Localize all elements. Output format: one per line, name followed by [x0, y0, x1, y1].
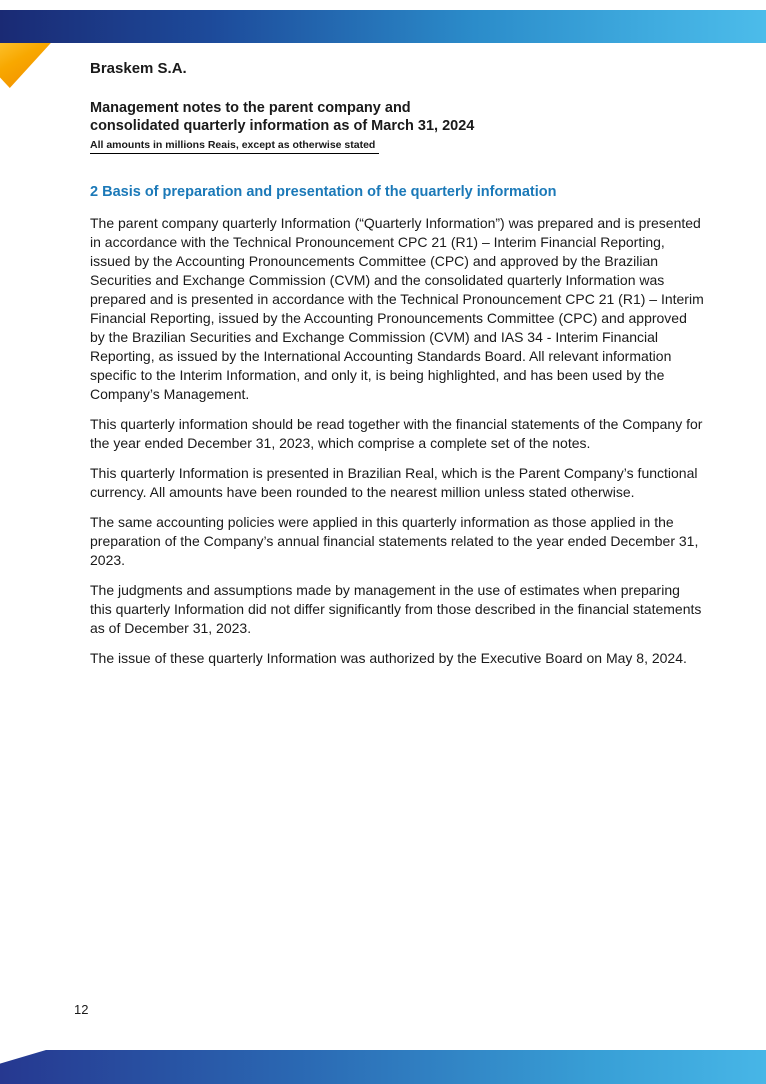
company-name: Braskem S.A.: [90, 60, 187, 77]
body-paragraph: This quarterly information should be read together with the financial statements of the Company for the year ended December 31, 2023, which comprise a complete set of the notes.: [90, 416, 703, 451]
body-paragraph: The judgments and assumptions made by management in the use of estimates when preparing this quarterly Information did not differ significantly from those described in the financial statements as of December 31, 2023.: [90, 582, 702, 636]
body-paragraph: The parent company quarterly Information (“Quarterly Information”) was prepared and is presented in accordance with the Technical Pronouncement CPC 21 (R1) – Interim Financial Reporting, issued by the Accounting Pronouncements Committee (CPC) and approved by the Brazilian Securities and Exchange Commission (CVM) and the consolidated quarterly Information was prepared and is presented in accordance with the Technical Pronouncement CPC 21 (R1) – Interim Financial Reporting, issued by the Accounting Pronouncements Committee (CPC) and approved by the Brazilian Securities and Exchange Commission (CVM) and IAS 34 - Interim Financial Reporting, as issued by the International Accounting Standards Board. All relevant information specific to the Interim Information, and only it, is being highlighted, and has been used by the Company’s Management.: [90, 215, 704, 402]
document-subtitle: All amounts in millions Reais, except as otherwise stated: [90, 139, 379, 154]
body-paragraph: This quarterly Information is presented in Brazilian Real, which is the Parent Company’s functional currency. All amounts have been rounded to the nearest million unless stated otherwise.: [90, 465, 698, 500]
body-paragraph: The same accounting policies were applied in this quarterly information as those applied in the preparation of the Company’s annual financial statements related to the year ended December 31, 2023.: [90, 514, 699, 568]
top-banner-graphic: [0, 10, 766, 43]
document-title-line-2: consolidated quarterly information as of March 31, 2024: [90, 118, 475, 134]
page-number: 12: [74, 1002, 89, 1017]
section-heading: 2 Basis of preparation and presentation of the quarterly information: [90, 184, 557, 200]
bottom-banner-graphic: [0, 1050, 766, 1084]
document-title-line-1: Management notes to the parent company and: [90, 100, 411, 116]
page-content: [90, 60, 705, 679]
body-paragraph: The issue of these quarterly Information was authorized by the Executive Board on May 8, 2024.: [90, 650, 687, 666]
